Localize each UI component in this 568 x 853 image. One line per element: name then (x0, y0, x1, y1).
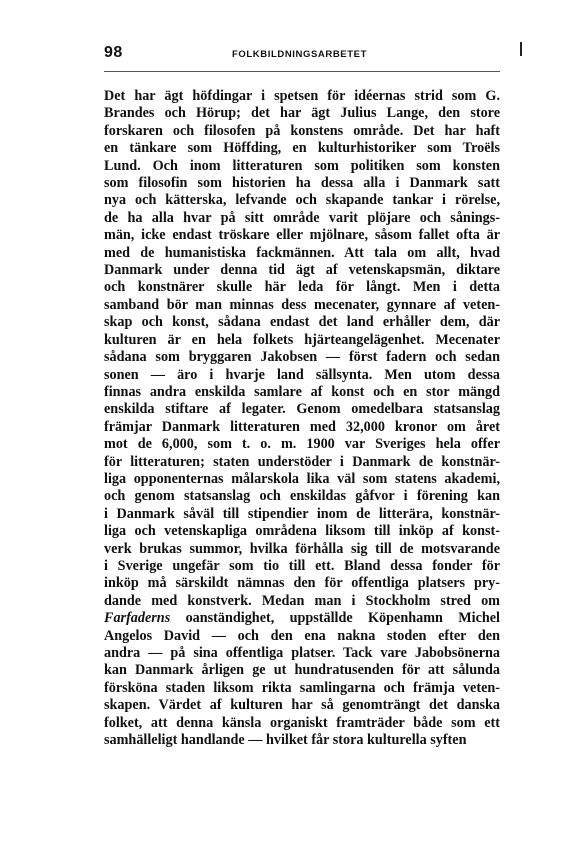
page-header (104, 44, 500, 68)
text-line: i Danmark såväl till stipendier inom de litterära, konstnär- (104, 505, 500, 522)
text-line: Danmark under denna tid ägt af vetenskapsmän, diktare (104, 262, 500, 279)
text-line: och genom statsanslag och enskildas gåfvor i förening kan (104, 488, 500, 505)
text-line: folket, att denna känsla organiskt framträder både som ett (104, 714, 500, 731)
text-line: Farfaderns oanständighet, uppställde Köpenhamn Michel (104, 610, 500, 627)
text-line: mot de 6,000, som t. o. m. 1900 var Sveriges hela offer (104, 436, 500, 453)
text-line: Det har ägt höfdingar i spetsen för idéernas strid som G. (104, 88, 500, 104)
text-line: som filosofin som historien ha dessa alla i Danmark satt (104, 175, 500, 192)
text-line: nya och kätterska, lefvande och skapande tankar i rörelse, (104, 192, 500, 209)
text-line: verk brukas summor, hvilka förhålla sig till de motsvarande (104, 540, 500, 557)
page-number: 98 (104, 44, 123, 61)
text-line: Brandes och Hörup; det har ägt Julius Lange, den store (104, 105, 500, 122)
running-head: FOLKBILDNINGSARBETET (232, 49, 367, 60)
text-line: sonen — äro i hvarje land sällsynta. Men utom dessa (104, 366, 500, 383)
text-line: främjar Danmark litteraturen med 32,000 kronor om året (104, 418, 500, 435)
margin-mark (520, 42, 522, 56)
text-line: de ha alla hvar på sitt område varit plöjare och sånings- (104, 209, 500, 226)
body-text (104, 88, 500, 749)
text-line: liga och vetenskapliga områdena liksom till inköp af konst- (104, 523, 500, 540)
text-line: och konstnärer skulle här leda för långt. Men i detta (104, 279, 500, 296)
text-line: med de humanistiska fackmännen. Att tala om allt, hvad (104, 244, 500, 261)
text-line: finnas andra enskilda samlare af konst och en stor mängd (104, 383, 500, 400)
text-line: män, icke endast tröskare eller mjölnare, såsom fallet ofta är (104, 227, 500, 244)
text-line: dande med konstverk. Medan man i Stockholm stred om (104, 592, 500, 609)
text-line: försköna staden liksom rikta samlingarna och främja veten- (104, 679, 500, 696)
text-line: kan Danmark årligen ge ut hundratusenden för att sålunda (104, 662, 500, 679)
text-line: sådana som bryggaren Jakobsen — först fadern och sedan (104, 349, 500, 366)
text-line: för litteraturen; staten understöder i Danmark de konstnär- (104, 453, 500, 470)
text-line: skapen. Värdet af kulturen har så genomträngt det danska (104, 697, 500, 714)
text-line: forskaren och filosofen på konstens område. Det har haft (104, 122, 500, 139)
text-line: enskilda stiftare af legater. Genom omedelbara statsanslag (104, 401, 500, 418)
text-line: samband bör man minnas dess mecenater, gynnare af veten- (104, 296, 500, 313)
text-line: kulturen är en hela folkets hjärteangelägenhet. Mecenater (104, 331, 500, 348)
text-line: samhälleligt handlande — hvilket får stora kulturella syften (104, 732, 467, 749)
text-line: skap och konst, sådana endast det land erhåller dem, där (104, 314, 500, 331)
text-line: i Sverige ungefär som tio till ett. Bland dessa fonder för (104, 557, 500, 574)
italic-title: Farfaderns (104, 610, 171, 627)
text-line: andra — på sina offentliga platser. Tack vare Jabobsönerna (104, 645, 500, 661)
text-line: inköp må särskildt nämnas den för offentliga platsers pry- (104, 575, 500, 592)
header-rule (104, 71, 500, 72)
text-line: Lund. Och inom litteraturen som politiken som konsten (104, 157, 500, 174)
text-line: liga opponenternas målarskola lika väl som statens akademi, (104, 470, 500, 487)
text-line: en tänkare som Höffding, en kulturhistoriker som Troëls (104, 140, 500, 157)
text-line: Angelos David — och den ena nakna stoden efter den (104, 627, 500, 644)
